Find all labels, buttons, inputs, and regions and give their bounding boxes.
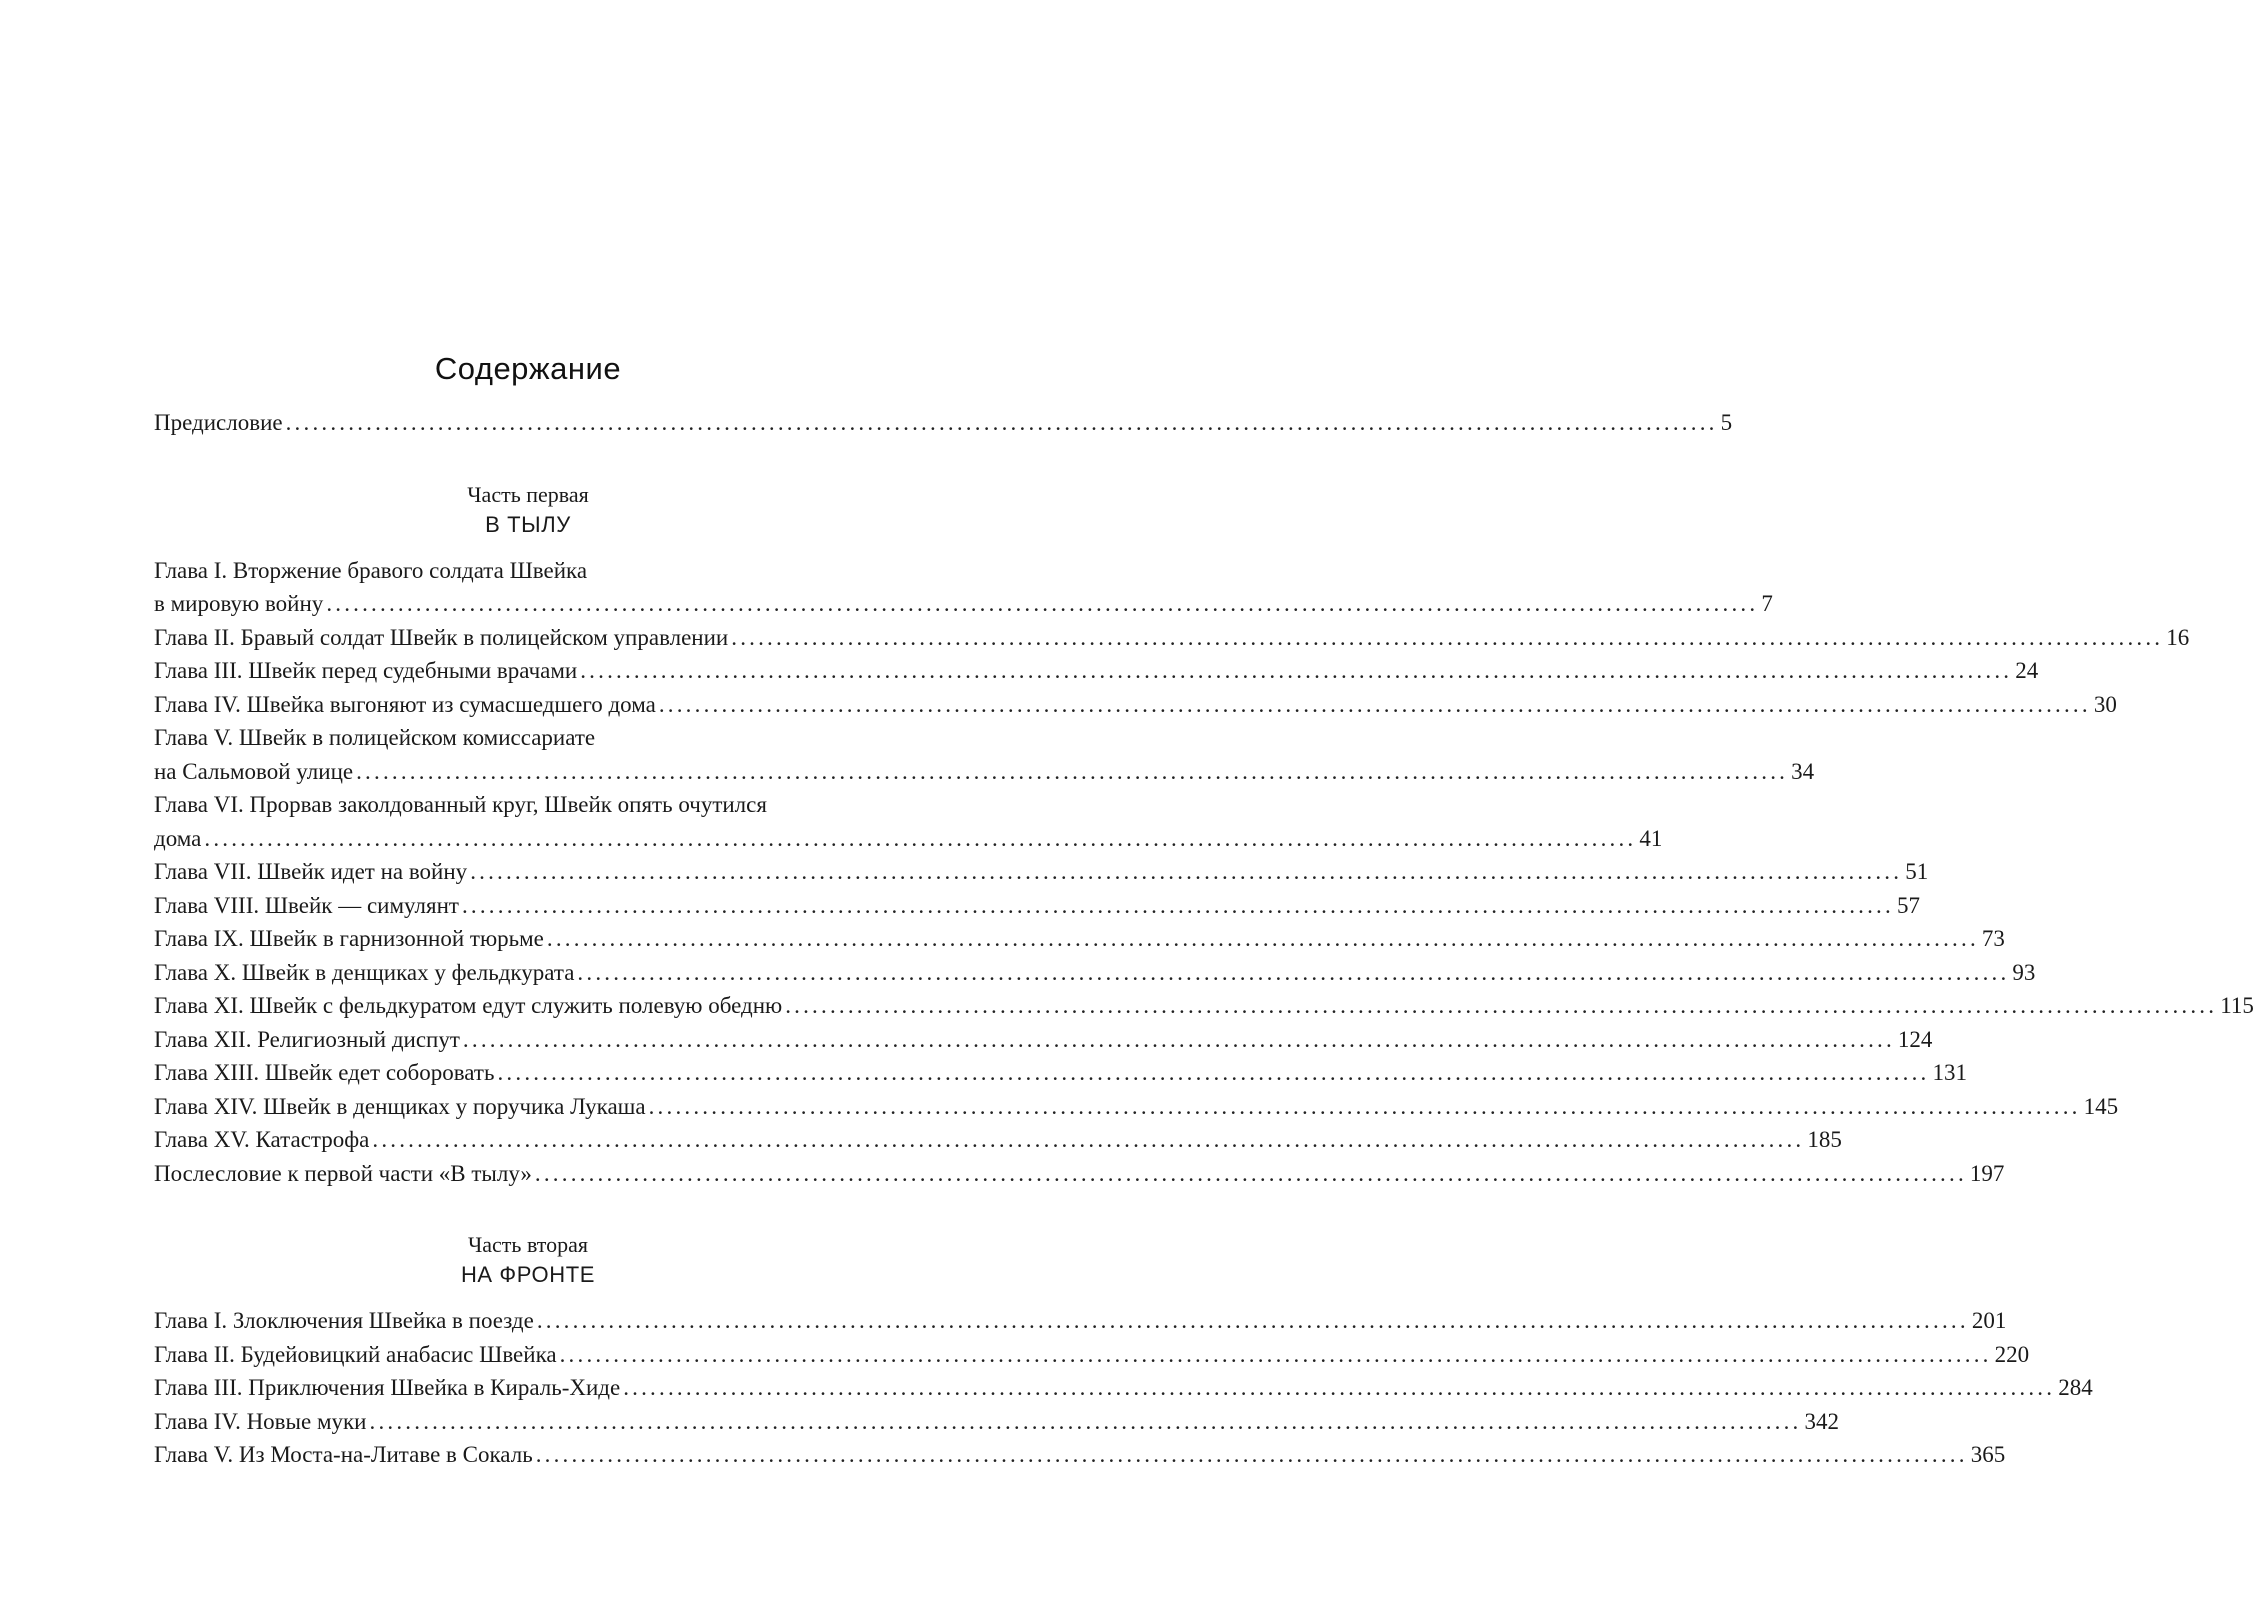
toc-entry-page: 284: [2058, 1375, 2093, 1400]
dot-leader: ................................................................................................................................................................: [623, 1375, 2056, 1400]
toc-title: Содержание: [434, 351, 622, 386]
dot-leader: ................................................................................................................................................................: [731, 624, 2164, 650]
toc-entry: [154, 587, 1773, 621]
dot-leader: ................................................................................................................................................................: [326, 591, 1759, 616]
toc-entry-label: Глава IV. Новые муки: [154, 1408, 367, 1434]
toc-entry: [154, 654, 2039, 688]
part2-subtitle: Часть вторая: [467, 1232, 589, 1257]
toc-entry-label: в мировую войну: [154, 591, 324, 616]
toc-entry-page: 73: [1981, 926, 2005, 951]
dot-leader: ................................................................................................................................................................: [461, 892, 1894, 918]
dot-leader: ................................................................................................................................................................: [462, 1026, 1895, 1052]
toc-entry-label: Глава XI. Швейк с фельдкуратом едут служить полевую обедню: [154, 993, 783, 1018]
toc-entry-page: 57: [1896, 892, 1920, 918]
toc-entry: [154, 956, 2036, 990]
toc-entry-page: 342: [1804, 1408, 1839, 1434]
toc-entry: [154, 1338, 2030, 1372]
toc-entry-page: 34: [1791, 758, 1815, 784]
dot-leader: ................................................................................................................................................................: [580, 658, 2013, 683]
toc-entry-label: Глава VII. Швейк идет на войну: [154, 859, 468, 884]
dot-leader: ................................................................................................................................................................: [559, 1341, 1992, 1367]
dot-leader: ................................................................................................................................................................: [356, 758, 1789, 784]
dot-leader: ................................................................................................................................................................: [535, 1442, 1968, 1467]
dot-leader: ................................................................................................................................................................: [785, 993, 2218, 1018]
dot-leader: ................................................................................................................................................................: [658, 691, 2091, 717]
dot-leader: ................................................................................................................................................................: [497, 1060, 1930, 1085]
dot-leader: ................................................................................................................................................................: [369, 1408, 1802, 1434]
dot-leader: ................................................................................................................................................................: [285, 410, 1718, 435]
dot-leader: ................................................................................................................................................................: [372, 1127, 1805, 1152]
toc-entry-preface: [154, 406, 1733, 440]
part2-entries: [154, 1304, 2093, 1472]
toc-entry: [154, 1090, 2119, 1124]
toc-entry: [154, 889, 1920, 923]
toc-entry-label: Глава IX. Швейк в гарнизонной тюрьме: [154, 926, 544, 951]
toc-entry-label: Глава IV. Швейка выгоняют из сумасшедшего дома: [154, 691, 656, 717]
toc-entry-label: Глава XIII. Швейк едет соборовать: [154, 1060, 495, 1085]
toc-entry: [154, 1438, 2006, 1472]
toc-entry-label: дома: [154, 825, 202, 851]
toc-entry-page: 51: [1905, 859, 1929, 884]
toc-entry-label: Глава X. Швейк в денщиках у фельдкурата: [154, 959, 575, 985]
dot-leader: ................................................................................................................................................................: [204, 825, 1637, 851]
toc-entry: [154, 1023, 1933, 1057]
toc-entry-label: Предисловие: [154, 410, 283, 435]
toc-entry-page: 124: [1897, 1026, 1933, 1052]
toc-entry-label: Глава XII. Религиозный диспут: [154, 1026, 460, 1052]
toc-entry-page: 131: [1932, 1060, 1967, 1085]
toc-entry-label: Глава XIV. Швейк в денщиках у поручика Лукаша: [154, 1093, 646, 1119]
toc-entry-label: на Сальмовой улице: [154, 758, 354, 784]
toc-entry: [154, 1157, 2005, 1191]
toc-entry-page: 41: [1639, 825, 1663, 851]
toc-entry-label: Глава VIII. Швейк — симулянт: [154, 892, 459, 918]
toc-entry: [154, 1405, 1839, 1439]
toc-entry: [154, 855, 1929, 889]
toc-entry-label: Послесловие к первой части «В тылу»: [154, 1160, 532, 1186]
toc-entry-page: 16: [2166, 624, 2190, 650]
dot-leader: ................................................................................................................................................................: [648, 1093, 2081, 1119]
part1-subtitle: Часть первая: [467, 481, 589, 507]
toc-entry-first-line: Глава VI. Прорвав заколдованный круг, Швейк опять очутился: [154, 792, 767, 817]
toc-entry-page: 201: [1971, 1308, 2007, 1333]
toc-entry-page: 220: [1994, 1341, 2030, 1367]
toc-entry: [154, 822, 1663, 856]
toc-entry-page: 5: [1720, 410, 1733, 435]
toc-entry-first-line: Глава I. Вторжение бравого солдата Швейка: [154, 557, 588, 583]
toc-entry: [154, 989, 2254, 1023]
toc-entry-first-line: Глава V. Швейк в полицейском комиссариате: [154, 725, 596, 750]
toc-entry-label: Глава V. Из Моста-на-Литаве в Сокаль: [154, 1442, 533, 1467]
toc-entry: [154, 1304, 2007, 1338]
toc-entry-label: Глава XV. Катастрофа: [154, 1127, 370, 1152]
dot-leader: ................................................................................................................................................................: [536, 1308, 1969, 1333]
table-of-contents: [154, 351, 2254, 1472]
toc-entry-label: Глава II. Бравый солдат Швейк в полицейском управлении: [154, 624, 729, 650]
dot-leader: ................................................................................................................................................................: [546, 926, 1979, 951]
toc-entry-page: 145: [2083, 1093, 2119, 1119]
toc-entry-label: Глава III. Приключения Швейка в Кираль-Хиде: [154, 1375, 621, 1400]
toc-entry-page: 93: [2012, 959, 2036, 985]
dot-leader: ................................................................................................................................................................: [577, 959, 2010, 985]
toc-entry: [154, 621, 2190, 655]
dot-leader: ................................................................................................................................................................: [534, 1160, 1967, 1186]
toc-entry-page: 365: [1970, 1442, 2006, 1467]
toc-entry-label: Глава I. Злоключения Швейка в поезде: [154, 1308, 534, 1333]
part1-title: В ТЫЛУ: [485, 511, 571, 537]
toc-entry: [154, 1056, 1967, 1090]
toc-entry-page: 7: [1761, 591, 1773, 616]
toc-entry: [154, 688, 2117, 722]
toc-entry-page: 24: [2015, 658, 2039, 683]
toc-entry-label: Глава II. Будейовицкий анабасис Швейка: [154, 1341, 557, 1367]
toc-entry-label: Глава III. Швейк перед судебными врачами: [154, 658, 578, 683]
toc-entry: [154, 1371, 2093, 1405]
part1-entries: [154, 554, 2254, 1191]
toc-entry-page: 115: [2220, 993, 2254, 1018]
toc-entry: [154, 755, 1815, 789]
part2-title: НА ФРОНТЕ: [460, 1262, 596, 1287]
toc-entry-page: 185: [1807, 1127, 1842, 1152]
toc-entry-page: 197: [1969, 1160, 2005, 1186]
toc-entry-page: 30: [2093, 691, 2117, 717]
toc-entry: [154, 1123, 1842, 1157]
toc-entry: [154, 922, 2005, 956]
dot-leader: ................................................................................................................................................................: [470, 859, 1903, 884]
